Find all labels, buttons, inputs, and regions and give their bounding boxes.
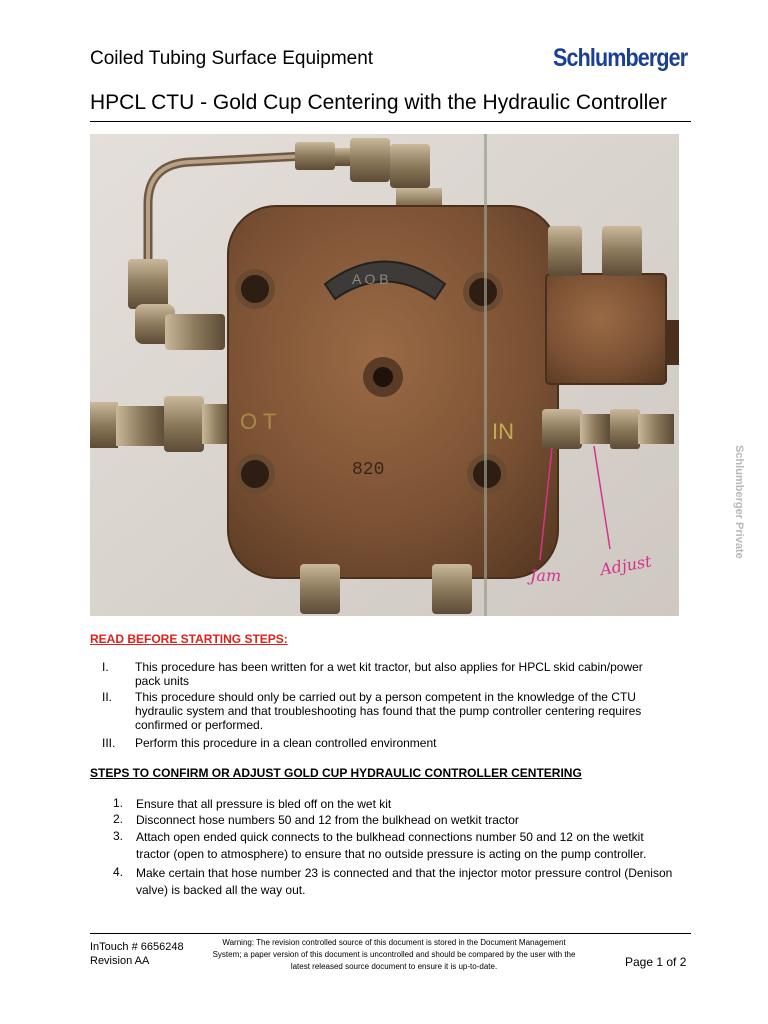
footer-rule: [90, 933, 691, 934]
step-number: 2.: [113, 812, 124, 826]
footer-warning: Warning: The revision controlled source of this document is stored in the Document Management System; a paper version of this document is uncontrolled and should be compared by the user with the latest released source document to ensure it is up-to-date.: [212, 938, 576, 971]
block-stamp: 820: [352, 460, 385, 480]
steps-heading: STEPS TO CONFIRM OR ADJUST GOLD CUP HYDRAULIC CONTROLLER CENTERING: [90, 766, 582, 780]
list-number: II.: [102, 690, 113, 704]
section-title: Coiled Tubing Surface Equipment: [90, 48, 374, 69]
step-text: Make certain that hose number 23 is connected and that the injector motor pressure control (Denison valve) is backed all the way out.: [136, 866, 673, 897]
svg-text:A O B: A O B: [352, 271, 389, 287]
list-number: III.: [102, 736, 116, 750]
jam-label: Jam: [530, 566, 562, 585]
step-number: 1.: [113, 796, 124, 810]
footer-document-info: [90, 940, 184, 968]
brand-logo: Schlumberger: [553, 44, 688, 72]
step-number: 4.: [113, 865, 124, 879]
svg-text:O T: O T: [240, 409, 277, 434]
page-number: Page 1 of 2: [625, 955, 687, 969]
svg-text:IN: IN: [492, 419, 514, 444]
adjust-label: Adjust: [598, 551, 653, 580]
list-text: This procedure should only be carried out by a person competent in the knowledge of the CTU hydraulic system and that troubleshooting has found that the pump controller centering requires confirmed or performed.: [135, 690, 642, 732]
list-text: This procedure has been written for a wet kit tractor, but also applies for HPCL skid cabin/power pack units: [135, 660, 643, 688]
step-text: Disconnect hose numbers 50 and 12 from the bulkhead on wetkit tractor: [136, 813, 519, 827]
step-text: Attach open ended quick connects to the bulkhead connections number 50 and 12 on the wetkit tractor (open to atmosphere) to ensure that no outside pressure is acting on the pump controller.: [136, 830, 647, 861]
classification-label: Schlumberger Private: [733, 445, 745, 559]
read-before-heading: READ BEFORE STARTING STEPS:: [90, 632, 288, 646]
list-text: Perform this procedure in a clean controlled environment: [135, 736, 437, 750]
intouch-number: InTouch # 6656248: [90, 941, 184, 953]
header-rule: [90, 121, 691, 122]
revision-label: Revision AA: [90, 955, 150, 967]
hydraulic-controller-photo: [90, 134, 679, 616]
step-text: Ensure that all pressure is bled off on the wet kit: [136, 797, 392, 811]
list-number: I.: [102, 660, 109, 674]
page-title: HPCL CTU - Gold Cup Centering with the Hydraulic Controller: [90, 91, 667, 114]
step-number: 3.: [113, 829, 124, 843]
